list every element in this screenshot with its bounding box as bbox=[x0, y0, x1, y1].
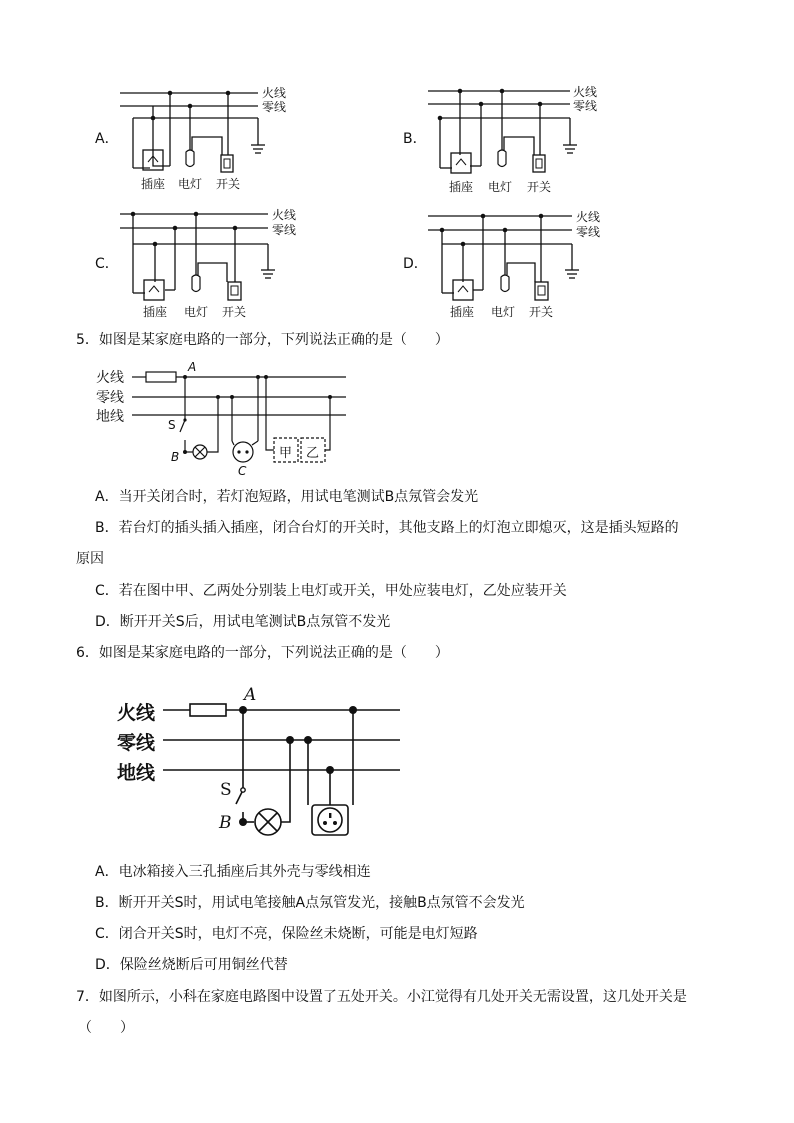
switch-label-c: 开关 bbox=[222, 305, 247, 319]
switch-label-b: 开关 bbox=[527, 180, 552, 194]
q6-option-d: D．保险丝烧断后可用铜丝代替 bbox=[95, 957, 288, 973]
q5-point-c: C bbox=[238, 464, 247, 478]
live-wire-label-a: 火线 bbox=[262, 86, 287, 100]
socket-label-b: 插座 bbox=[449, 180, 474, 194]
lamp-label-d: 电灯 bbox=[491, 305, 516, 319]
neutral-wire-label-c: 零线 bbox=[272, 223, 297, 237]
live-wire-label-d: 火线 bbox=[576, 210, 601, 224]
neutral-wire-label-b: 零线 bbox=[573, 99, 598, 113]
q5-neutral-label: 零线 bbox=[96, 390, 124, 406]
q5-option-d: D．断开开关S后，用试电笔测试B点氖管不发光 bbox=[95, 614, 391, 630]
socket-label-a: 插座 bbox=[141, 177, 166, 191]
q6-option-b: B．断开开关S时，用试电笔接触A点氖管发光，接触B点氖管不会发光 bbox=[95, 895, 525, 911]
q5-switch-s: S bbox=[168, 418, 176, 432]
q6-neutral-label: 零线 bbox=[117, 732, 156, 754]
q5-live-label: 火线 bbox=[96, 370, 124, 386]
q6-option-c: C．闭合开关S时，电灯不亮，保险丝未烧断，可能是电灯短路 bbox=[95, 926, 478, 942]
q5-option-a: A．当开关闭合时，若灯泡短路，用试电笔测试B点氖管会发光 bbox=[95, 489, 479, 505]
option-d-letter: D． bbox=[403, 256, 428, 272]
switch-label-d: 开关 bbox=[529, 305, 554, 319]
switch-label-a: 开关 bbox=[216, 177, 241, 191]
q6-stem: 6．如图是某家庭电路的一部分，下列说法正确的是（ ） bbox=[76, 645, 449, 661]
q5-point-a: A bbox=[188, 360, 197, 374]
live-wire-label-c: 火线 bbox=[272, 208, 297, 222]
q6-point-a: A bbox=[244, 685, 257, 705]
q7-stem-line2: （ ） bbox=[78, 1020, 134, 1036]
q5-option-b: B．若台灯的插头插入插座，闭合台灯的开关时，其他支路上的灯泡立即熄灭，这是插头短路的 bbox=[95, 520, 679, 536]
q5-point-b: B bbox=[171, 450, 180, 464]
q5-option-b-continued: 原因 bbox=[76, 551, 104, 567]
neutral-wire-label-a: 零线 bbox=[262, 100, 287, 114]
q6-option-a: A．电冰箱接入三孔插座后其外壳与零线相连 bbox=[95, 864, 371, 880]
q5-ground-label: 地线 bbox=[96, 409, 124, 425]
option-c-letter: C． bbox=[95, 256, 119, 272]
neutral-wire-label-d: 零线 bbox=[576, 225, 601, 239]
option-a-letter: A． bbox=[95, 131, 119, 147]
q5-yi-label: 乙 bbox=[306, 446, 320, 461]
q5-stem: 5．如图是某家庭电路的一部分，下列说法正确的是（ ） bbox=[76, 332, 449, 348]
option-b-letter: B． bbox=[403, 131, 427, 147]
lamp-label-b: 电灯 bbox=[488, 180, 513, 194]
socket-label-d: 插座 bbox=[450, 305, 475, 319]
q5-option-c: C．若在图中甲、乙两处分别装上电灯或开关，甲处应装电灯，乙处应装开关 bbox=[95, 583, 567, 599]
q6-switch-s: S bbox=[220, 780, 232, 800]
socket-label-c: 插座 bbox=[143, 305, 168, 319]
lamp-label-c: 电灯 bbox=[184, 305, 209, 319]
lamp-label-a: 电灯 bbox=[178, 177, 203, 191]
q6-point-b: B bbox=[219, 813, 232, 833]
q6-ground-label: 地线 bbox=[117, 762, 156, 784]
q7-stem-line1: 7．如图所示，小科在家庭电路图中设置了五处开关。小江觉得有几处开关无需设置，这几处开关是 bbox=[76, 989, 687, 1005]
live-wire-label-b: 火线 bbox=[573, 85, 598, 99]
q6-live-label: 火线 bbox=[117, 702, 156, 724]
q5-jia-label: 甲 bbox=[279, 446, 293, 461]
